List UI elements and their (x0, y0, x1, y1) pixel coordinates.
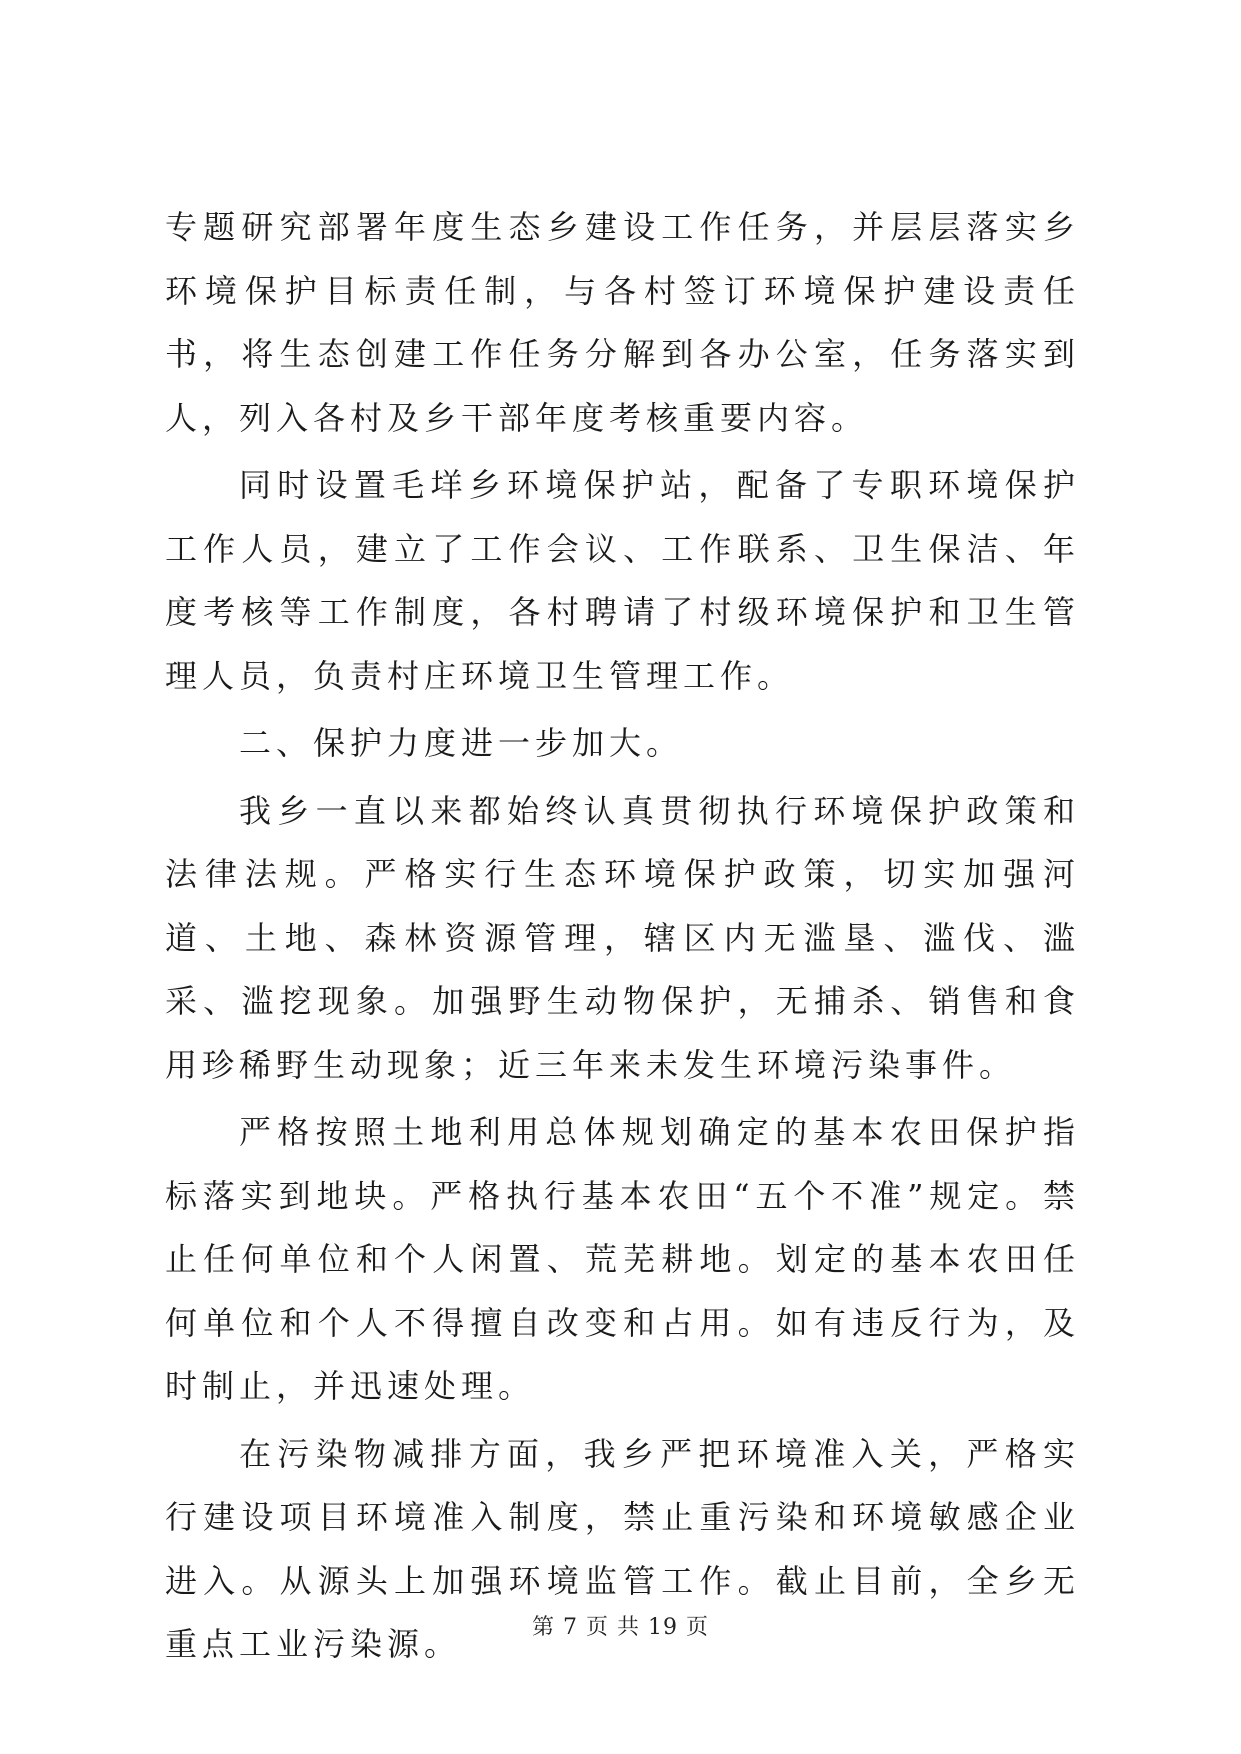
paragraph-6: 在污染物减排方面，我乡严把环境准入关，严格实行建设项目环境准入制度，禁止重污染和环境敏感企业进入。从源头上加强环境监管工作。截止目前，全乡无重点工业污染源。 (165, 1434, 1080, 1663)
section-heading: 二、保护力度进一步加大。 (239, 724, 684, 762)
paragraph-2: 同时设置毛垟乡环境保护站，配备了专职环境保护工作人员，建立了工作会议、工作联系、卫生保洁、年度考核等工作制度，各村聘请了村级环境保护和卫生管理人员，负责村庄环境卫生管理工作。 (165, 466, 1080, 695)
paragraph-5: 严格按照土地利用总体规划确定的基本农田保护指标落实到地块。严格执行基本农田“五个不准”规定。禁止任何单位和个人闲置、荒芜耕地。划定的基本农田任何单位和个人不得擅自改变和占用。如有违反行为，及时制止，并迅速处理。 (165, 1113, 1080, 1405)
page-number-footer: 第 7 页 共 19 页 (532, 1615, 709, 1640)
paragraph-1: 专题研究部署年度生态乡建设工作任务，并层层落实乡环境保护目标责任制，与各村签订环境保护建设责任书，将生态创建工作任务分解到各办公室，任务落实到人，列入各村及乡干部年度考核重要内容。 (165, 208, 1080, 437)
paragraph-4: 我乡一直以来都始终认真贯彻执行环境保护政策和法律法规。严格实行生态环境保护政策，切实加强河道、土地、森林资源管理，辖区内无滥垦、滥伐、滥采、滥挖现象。加强野生动物保护，无捕杀、销售和食用珍稀野生动现象；近三年来未发生环境污染事件。 (165, 791, 1080, 1084)
document-body (165, 196, 1080, 1681)
